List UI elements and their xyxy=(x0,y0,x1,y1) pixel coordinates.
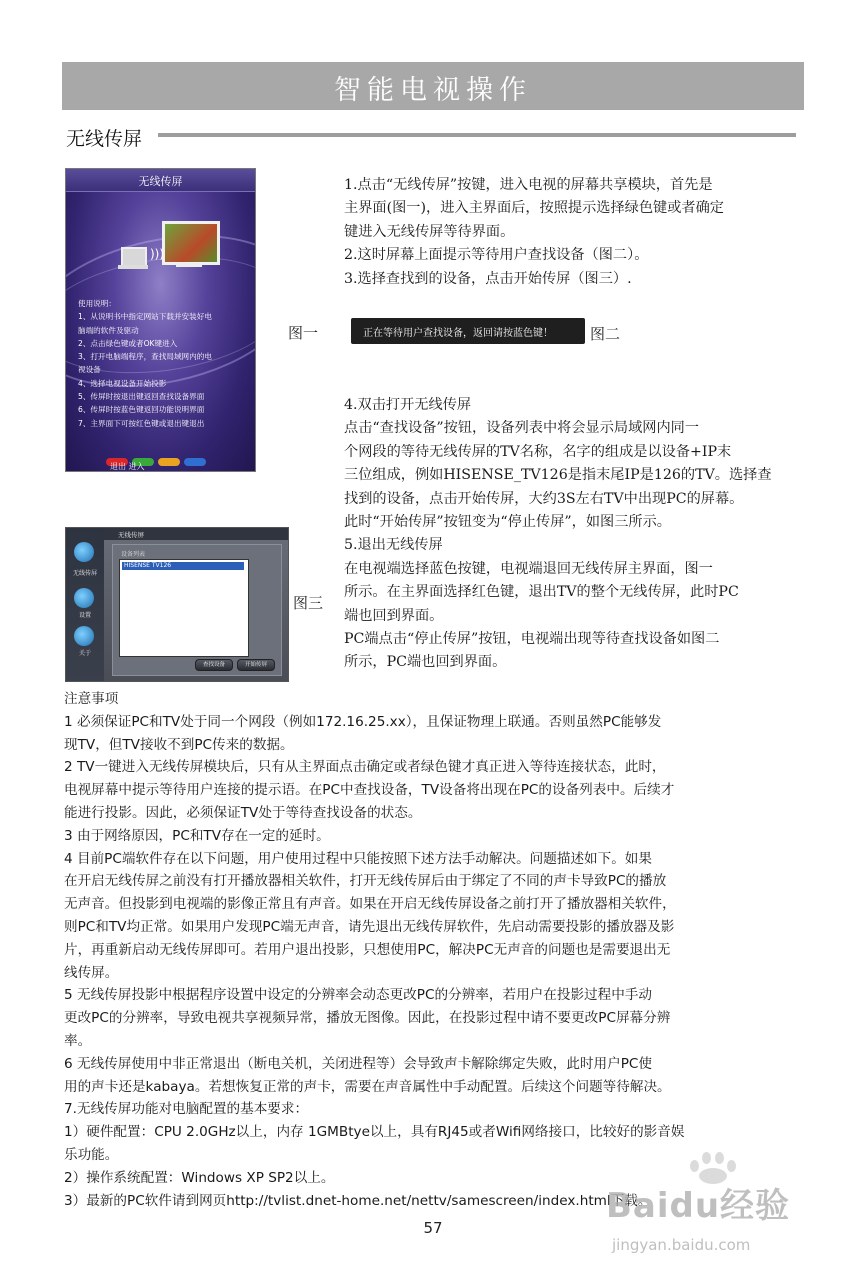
note-line: 乐功能。 xyxy=(64,1146,119,1163)
note-line: 7.无线传屏功能对电脑配置的基本要求： xyxy=(64,1101,309,1118)
text-line: 端也回到界面。 xyxy=(344,607,444,624)
text-line: 此时“开始传屏”按钮变为“停止传屏”，如图三所示。 xyxy=(344,514,671,531)
text-line: 主界面(图一)，进入主界面后，按照提示选择绿色键或者确定 xyxy=(344,200,724,217)
text-line: 找到的设备，点击开始传屏，大约3S左右TV中出现PC的屏幕。 xyxy=(344,490,744,507)
figure1-tv-screenshot xyxy=(65,168,256,472)
help-line: 2、点击绿色键或者OK键进入 xyxy=(78,338,178,348)
note-line: 则PC和TV均正常。如果用户发现PC端无声音，请先退出无线传屏软件，先启动需要投影的播放器及影 xyxy=(64,918,675,935)
gear-icon xyxy=(74,588,94,608)
help-line: 脑端的软件及驱动 xyxy=(78,325,139,335)
note-line: 2）操作系统配置：Windows XP SP2以上。 xyxy=(64,1169,335,1186)
note-line: 现TV，但TV接收不到PC传来的数据。 xyxy=(64,736,294,753)
help-line: 使用说明： xyxy=(78,299,116,308)
device-list-item: HISENSE TV126 xyxy=(122,562,244,570)
figure3-pc-app-screenshot xyxy=(65,527,289,682)
text-line: 4.双击打开无线传屏 xyxy=(344,397,472,413)
tv-icon xyxy=(162,221,220,265)
app-titlebar xyxy=(104,528,288,540)
text-line: 所示，PC端也回到界面。 xyxy=(344,654,507,671)
section-divider xyxy=(158,133,796,137)
figure1-titlebar xyxy=(66,169,255,192)
figure1-screen-title: 无线传屏 xyxy=(138,175,183,188)
note-line: 用的声卡还是kabaya。若想恢复正常的声卡，需要在声音属性中手动配置。后续这个问题等待解决。 xyxy=(64,1078,671,1095)
tv-stand-icon xyxy=(176,263,202,267)
note-line: 4 目前PC端软件存在以下问题，用户使用过程中只能按照下述方法手动解决。问题描述如下。如果 xyxy=(64,850,652,867)
steps-4-5 xyxy=(344,394,804,675)
text-line: 3.选择查找到的设备，点击开始传屏（图三）. xyxy=(344,270,632,287)
note-line: 能进行投影。因此，必须保证TV处于等待查找设备的状态。 xyxy=(64,804,422,821)
help-line: 视设备 xyxy=(78,365,101,375)
figure1-label: 图一 xyxy=(288,324,319,342)
help-line: 6、传屏时按蓝色键返回功能说明界面 xyxy=(78,405,205,415)
help-line: 7、主界面下可按红色键或退出键退出 xyxy=(78,418,205,428)
watermark-logo: Baidu经验 xyxy=(606,1186,791,1226)
figure2-label: 图二 xyxy=(590,325,621,343)
note-line: 3）最新的PC软件请到网页http://tvlist.dnet-home.net/nettv/samescreen/index.html下载。 xyxy=(64,1192,652,1209)
device-panel xyxy=(112,544,282,676)
start-cast-button: 开始传屏 xyxy=(237,659,275,671)
note-line: 电视屏幕中提示等待用户连接的提示语。在PC中查找设备，TV设备将出现在PC的设备列表中。后续才 xyxy=(64,782,675,799)
sidebar-item-cast: 无线传屏 xyxy=(72,570,97,577)
figure1-help-text xyxy=(78,297,250,430)
text-line: 三位组成，例如HISENSE_TV126是指末尾IP是126的TV。选择查 xyxy=(344,467,772,484)
baidu-watermark xyxy=(592,1150,842,1270)
cast-icon xyxy=(74,542,94,562)
text-line: 个网段的等待无线传屏的TV名称，名字的组成是以设备+IP末 xyxy=(344,443,732,460)
note-line: 更改PC的分辨率，导致电视共享视频异常，播放无图像。因此，在投影过程中请不要更改PC屏幕分辨 xyxy=(64,1010,671,1027)
laptop-base-icon xyxy=(118,265,148,269)
app-window-title: 无线传屏 xyxy=(118,531,144,539)
device-list-label: 设备列表 xyxy=(121,551,146,558)
text-line: 1.点击“无线传屏”按键，进入电视的屏幕共享模块，首先是 xyxy=(344,177,713,193)
figure2-message: 正在等待用户查找设备，返回请按蓝色键！ xyxy=(363,328,553,339)
text-line: 5.退出无线传屏 xyxy=(344,537,443,554)
figure3-label: 图三 xyxy=(293,594,324,612)
laptop-icon xyxy=(121,247,147,267)
section-title: 无线传屏 xyxy=(66,128,143,150)
sidebar-item-settings: 设置 xyxy=(78,612,91,619)
help-line: 4、选择电视设备开始投影 xyxy=(78,378,167,388)
help-line: 3、打开电脑端程序，查找局域网内的电 xyxy=(78,352,212,362)
note-line: 5 无线传屏投影中根据程序设置中设定的分辨率会动态更改PC的分辨率，若用户在投影过程中手动 xyxy=(64,987,652,1004)
help-line: 1、从说明书中指定网站下载并安装好电 xyxy=(78,312,212,322)
note-line: 线传屏。 xyxy=(64,964,119,981)
note-line: 3 由于网络原因，PC和TV存在一定的延时。 xyxy=(64,827,330,844)
text-line: 键进入无线传屏等待界面。 xyxy=(344,223,515,240)
notes-section xyxy=(64,688,806,1212)
help-line: 5、传屏时按退出键返回查找设备界面 xyxy=(78,392,205,402)
text-line: 所示。在主界面选择红色键，退出TV的整个无线传屏，此时PC xyxy=(344,584,739,601)
yellow-key xyxy=(158,458,180,466)
note-line: 1）硬件配置：CPU 2.0GHz以上，内存 1GMBtye以上，具有RJ45或者Wifi网络接口，比较好的影音娱 xyxy=(64,1124,685,1141)
note-line: 片，再重新启动无线传屏即可。若用户退出投影，只想使用PC，解决PC无声音的问题也是需要退出无 xyxy=(64,941,671,958)
find-device-button: 查找设备 xyxy=(195,659,233,671)
notes-heading: 注意事项 xyxy=(64,691,119,707)
text-line: 在电视端选择蓝色按键，电视端退回无线传屏主界面，图一 xyxy=(344,560,713,577)
sidebar-item-about: 关于 xyxy=(78,650,91,657)
text-line: 点击“查找设备”按钮，设备列表中将会显示局域网内同一 xyxy=(344,420,700,437)
text-line: 2.这时屏幕上面提示等待用户查找设备（图二）。 xyxy=(344,247,649,264)
app-sidebar xyxy=(66,528,104,681)
note-line: 无声音。但投影到电视端的影像正常且有声音。如果在开启无线传屏设备之前打开了播放器相关软件， xyxy=(64,896,676,913)
note-line: 在开启无线传屏之前没有打开播放器相关软件，打开无线传屏后由于绑定了不同的声卡导致PC的播放 xyxy=(64,873,667,890)
device-list xyxy=(119,559,249,657)
text-line: PC端点击“停止传屏”按钮，电视端出现等待查找设备如图二 xyxy=(344,631,720,648)
page-number: 57 xyxy=(423,1219,443,1237)
note-line: 2 TV一键进入无线传屏模块后，只有从主界面点击确定或者绿色键才真正进入等待连接状态，此时， xyxy=(64,759,666,776)
page-title: 智能电视操作 xyxy=(334,75,532,106)
steps-1-3 xyxy=(344,174,804,291)
color-key-labels: 退出 进入 xyxy=(110,462,145,471)
note-line: 率。 xyxy=(64,1032,92,1049)
page-header-band xyxy=(62,62,804,110)
note-line: 1 必须保证PC和TV处于同一个网段（例如172.16.25.xx），且保证物理上联通。否则虽然PC能够发 xyxy=(64,713,662,730)
wireless-signal-icon: ))) xyxy=(150,247,165,261)
watermark-url: jingyan.baidu.com xyxy=(612,1236,751,1254)
info-icon xyxy=(74,626,94,646)
figure2-waiting-banner xyxy=(351,318,585,344)
blue-key xyxy=(184,458,206,466)
note-line: 6 无线传屏使用中非正常退出（断电关机，关闭进程等）会导致声卡解除绑定失败，此时用户PC使 xyxy=(64,1055,652,1072)
